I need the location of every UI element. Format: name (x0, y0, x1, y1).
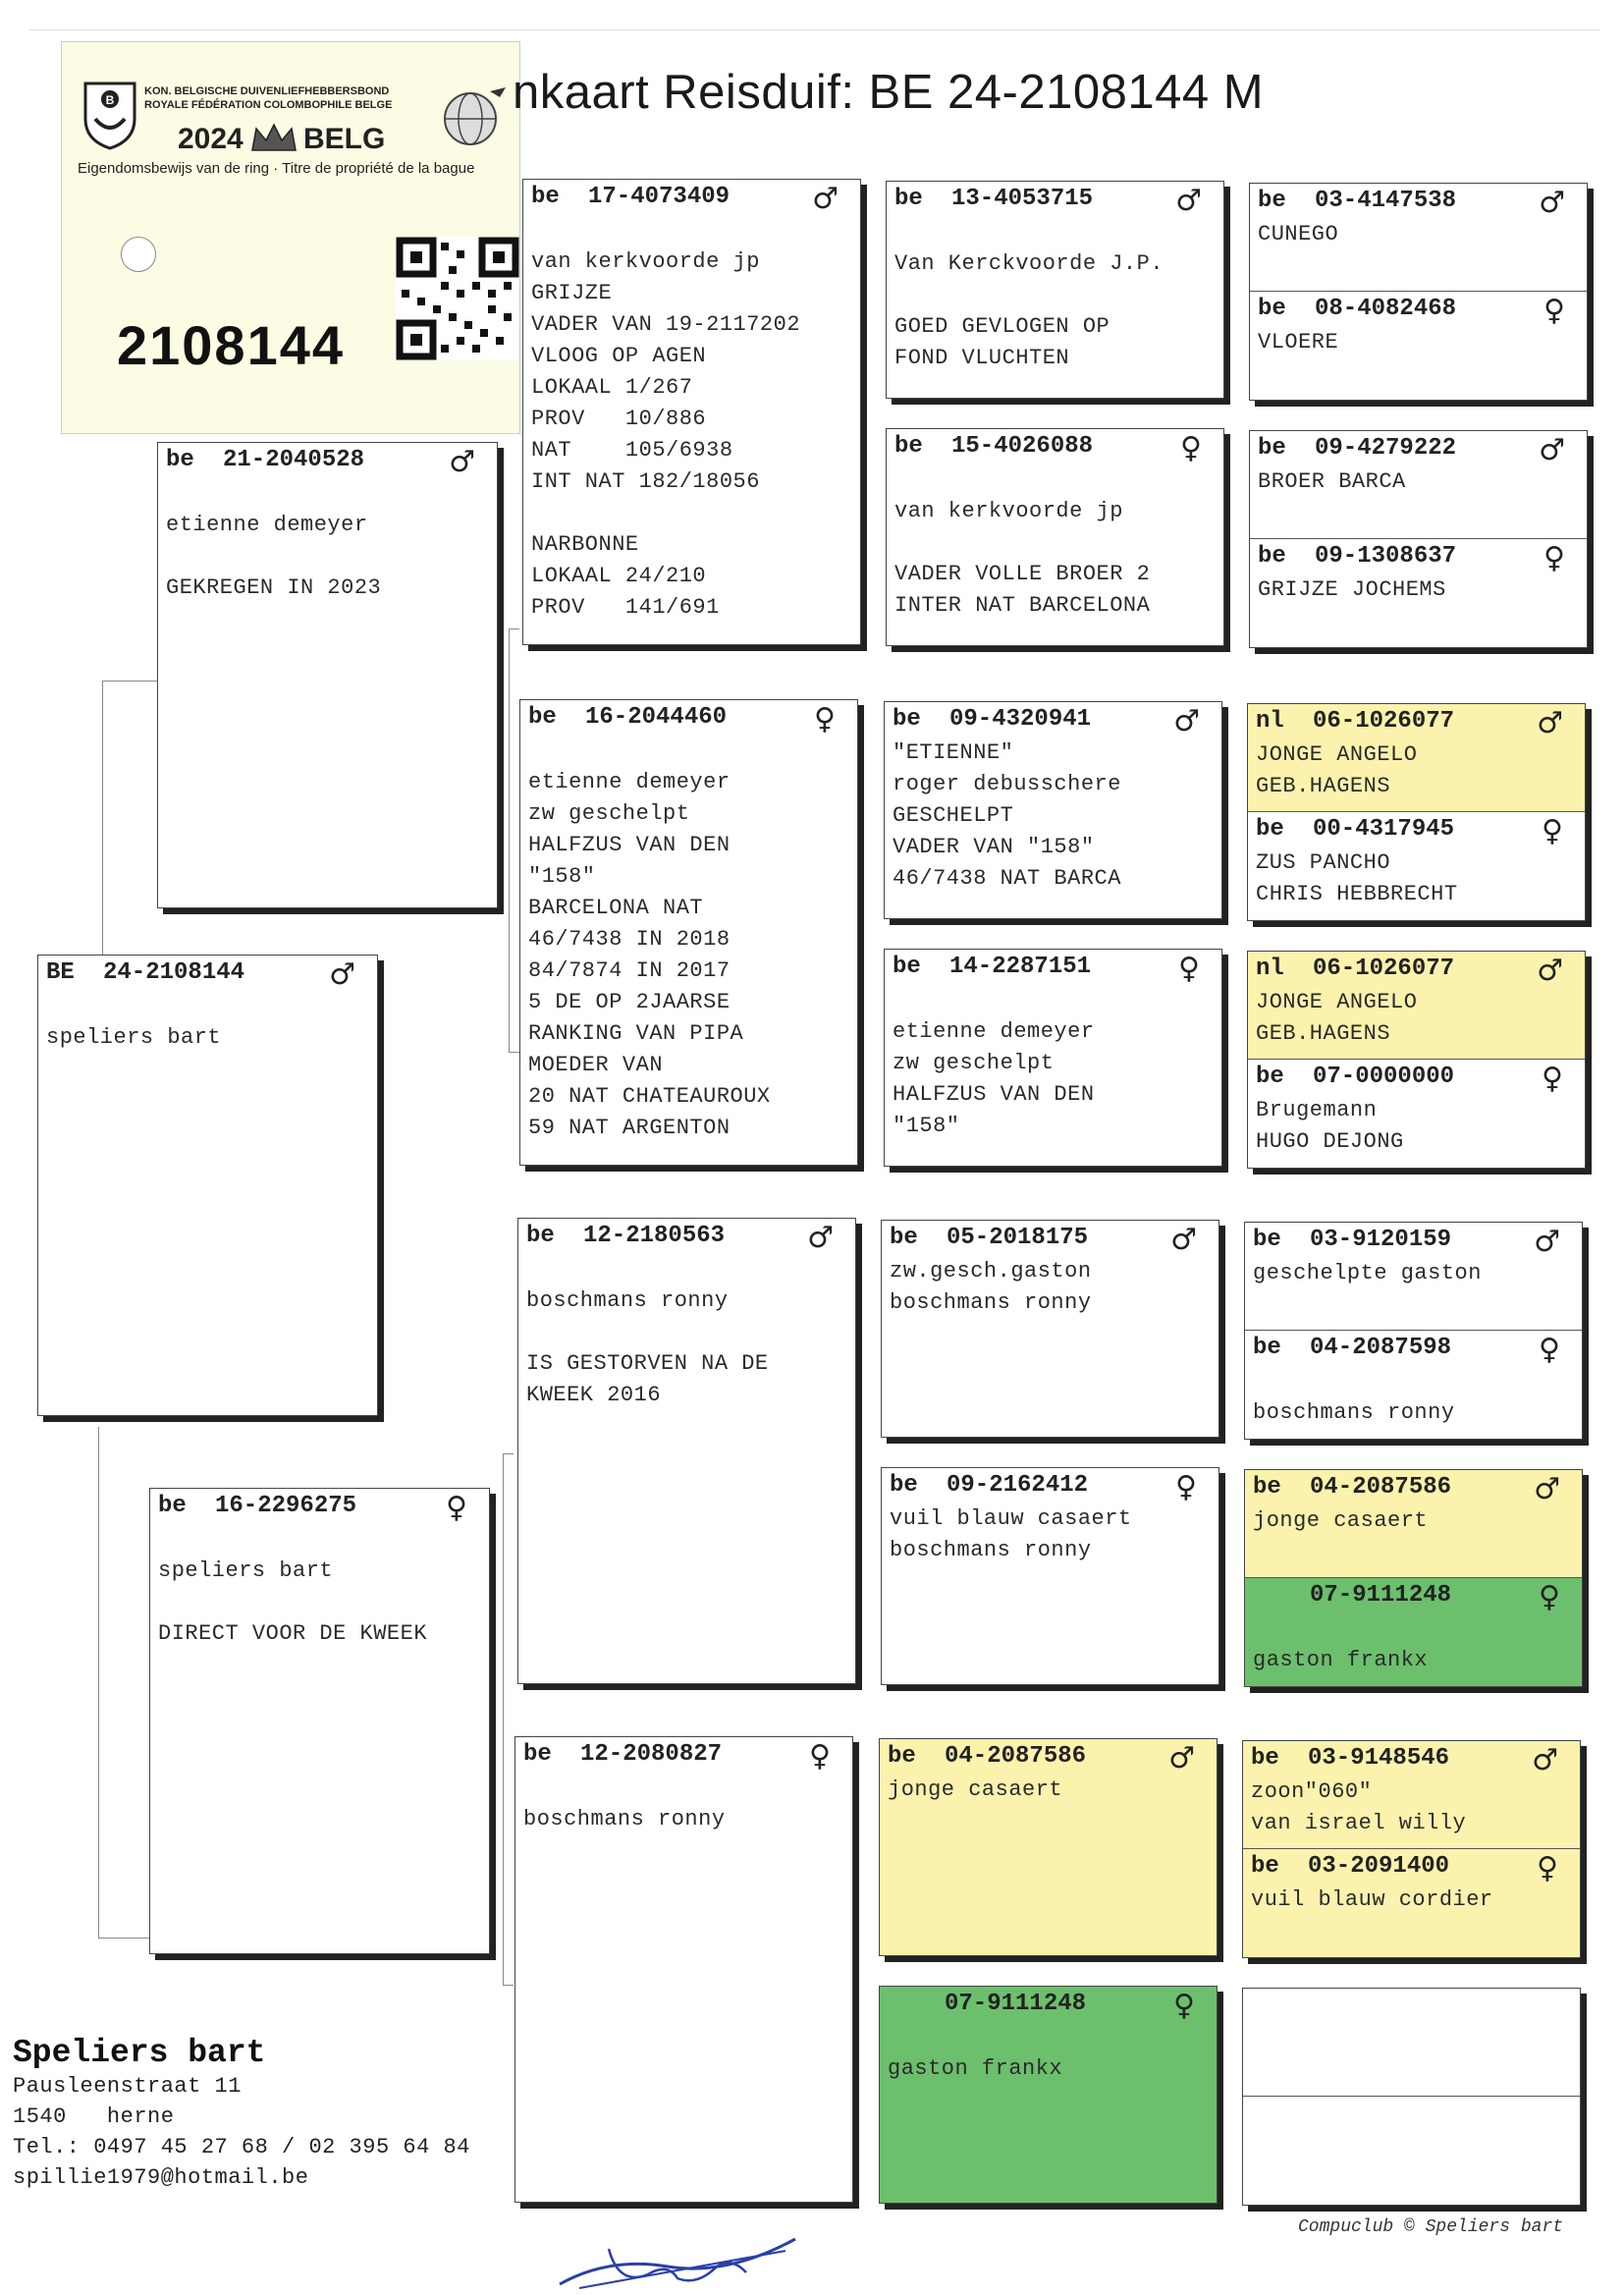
bird-notes (526, 1254, 849, 1411)
ring-number: 21-2040528 (223, 447, 365, 473)
bird-note-line: JONGE ANGELO (1256, 742, 1418, 767)
ring-number: 24-2108144 (103, 959, 245, 986)
connector (503, 1453, 514, 1986)
male-sex-icon: ♂ (1170, 1223, 1197, 1257)
ring-country-prefix: be (1253, 1474, 1281, 1501)
ring-number: 15-4026088 (951, 433, 1094, 460)
pedigree-fmmm-half (1248, 1060, 1585, 1168)
pedigree-fmfm-half (1248, 812, 1585, 920)
bird-note-line: 84/7874 IN 2017 (528, 958, 731, 983)
bird-note-line: GRIJZE JOCHEMS (1258, 577, 1446, 602)
bird-note-line (46, 991, 371, 1022)
bird-note-line: boschmans ronny (890, 1290, 1092, 1315)
ring-country-prefix: be (1258, 543, 1286, 570)
bird-notes (890, 1256, 1213, 1319)
ring-label (1251, 1743, 1570, 1777)
bird-note-line: van kerkvoorde jp (894, 499, 1123, 523)
male-sex-icon: ♂ (812, 182, 839, 216)
female-sex-icon: ♀ (1542, 1062, 1563, 1096)
pedigree-ff-grandparents-box (1249, 183, 1588, 401)
bird-notes (890, 1503, 1213, 1566)
bird-note-line: VLOOG OP AGEN (531, 344, 707, 368)
bird-notes (893, 985, 1216, 1142)
ring-number: 04-2087586 (945, 1743, 1087, 1770)
bird-note-line: 46/7438 NAT BARCA (893, 866, 1121, 891)
pedigree-mff-box (881, 1220, 1219, 1438)
ring-label (1253, 1472, 1572, 1506)
owner-name: Speliers bart (13, 2035, 266, 2071)
pedigree-fmm-grandparents-box (1247, 951, 1586, 1169)
bird-note-line: GEKREGEN IN 2023 (166, 575, 382, 600)
male-sex-icon: ♂ (1175, 184, 1202, 218)
ring-number: 09-4279222 (1315, 435, 1457, 462)
female-sex-icon: ♀ (1537, 1851, 1558, 1885)
bird-note-line (526, 1254, 849, 1285)
bird-note-line: BROER BARCA (1258, 469, 1406, 494)
ring-country-prefix: be (1251, 1853, 1279, 1880)
bird-note-line: LOKAAL 24/210 (531, 564, 707, 588)
bird-notes (1253, 1613, 1576, 1676)
ring-label (166, 445, 487, 479)
bird-note-line: CUNEGO (1258, 222, 1339, 246)
bird-note-line: NAT 105/6938 (531, 438, 733, 463)
bird-notes (1258, 219, 1581, 250)
bird-note-line (1253, 1613, 1576, 1645)
ring-label (894, 431, 1214, 465)
bird-notes (531, 215, 854, 624)
female-sex-icon: ♀ (446, 1491, 467, 1525)
pedigree-mfff-half (1245, 1223, 1582, 1331)
pedigree-fmf-grandparents-box (1247, 703, 1586, 921)
connector (102, 681, 158, 956)
bird-note-line: GESCHELPT (893, 803, 1014, 828)
bird-notes (894, 217, 1218, 374)
ring-number: 08-4082468 (1315, 296, 1457, 322)
male-sex-icon: ♂ (1534, 1472, 1560, 1506)
ring-country-prefix: be (890, 1472, 918, 1499)
bird-notes (1256, 739, 1579, 802)
ring-label (531, 182, 850, 216)
pedigree-mfm-box (881, 1467, 1219, 1685)
bird-notes (894, 464, 1218, 622)
page-title: nkaart Reisduif: BE 24-2108144 M (513, 66, 1265, 119)
ring-number: 03-2091400 (1308, 1853, 1450, 1880)
male-sex-icon: ♂ (1537, 954, 1563, 988)
bird-note-line: NARBONNE (531, 532, 639, 557)
ring-country-prefix: nl (1256, 708, 1284, 735)
ring-number: 03-4147538 (1315, 188, 1457, 214)
bird-notes (1253, 1505, 1576, 1537)
female-sex-icon: ♀ (1175, 1470, 1197, 1504)
bird-note-line: zoon"060" (1251, 1779, 1373, 1804)
bird-note-line: CHRIS HEBBRECHT (1256, 882, 1458, 906)
crown-icon (248, 121, 299, 156)
ring-country-prefix: be (523, 1741, 552, 1768)
ring-country-prefix: BE (46, 959, 75, 986)
ring-country-prefix: be (893, 954, 921, 980)
bird-note-line: HALFZUS VAN DEN (893, 1082, 1095, 1107)
bird-notes (158, 1524, 483, 1650)
bird-note-line (1253, 1366, 1576, 1397)
owner-street: Pausleenstraat 11 (13, 2074, 242, 2099)
bird-note-line: PROV 10/886 (531, 407, 707, 431)
ring-number: 16-2044460 (585, 704, 728, 731)
male-sex-icon: ♂ (1173, 704, 1200, 738)
bird-note-line: Van Kerckvoorde J.P. (894, 251, 1164, 276)
ring-country-prefix: be (1258, 296, 1286, 322)
ring-label (526, 1221, 845, 1255)
male-sex-icon: ♂ (1539, 186, 1565, 220)
bird-note-line: JONGE ANGELO (1256, 990, 1418, 1014)
bird-note-line (894, 464, 1218, 496)
ring-label (158, 1491, 479, 1525)
bird-note-line (523, 1773, 846, 1804)
ring-label (890, 1470, 1209, 1504)
bird-note-line: van kerkvoorde jp (531, 249, 760, 274)
ring-label (888, 1741, 1207, 1776)
bird-note-line (166, 478, 491, 510)
female-sex-icon: ♀ (1539, 1580, 1560, 1614)
bird-note-line: DIRECT VOOR DE KWEEK (158, 1621, 428, 1646)
ring-country-prefix: be (531, 184, 560, 210)
bird-note-line: VLOERE (1258, 330, 1339, 355)
ring-country-prefix: be (166, 447, 194, 473)
bird-note-line: vuil blauw cordier (1251, 1887, 1493, 1912)
male-sex-icon: ♂ (449, 445, 475, 479)
bird-note-line: MOEDER VAN (528, 1053, 664, 1077)
bird-note-line: 20 NAT CHATEAUROUX (528, 1084, 771, 1109)
bird-note-line: boschmans ronny (526, 1288, 729, 1313)
bird-notes (1251, 1776, 1574, 1839)
pedigree-fmff-half (1248, 704, 1585, 812)
ring-country-prefix: be (893, 706, 921, 733)
owner-info (13, 2035, 470, 2193)
ring-label (46, 957, 367, 992)
ring-label (1258, 186, 1577, 220)
ring-label (893, 952, 1212, 986)
female-sex-icon: ♀ (1173, 1989, 1195, 2023)
bird-notes (1256, 847, 1579, 910)
pedigree-mfm-grandparents-box (1244, 1469, 1583, 1687)
bird-note-line: zw.gesch.gaston (890, 1259, 1092, 1284)
pedigree-mother-box (149, 1488, 490, 1954)
ring-label (890, 1223, 1209, 1257)
bird-note-line: GEB.HAGENS (1256, 774, 1391, 798)
male-sex-icon: ♂ (329, 957, 355, 992)
bird-notes (528, 736, 851, 1144)
pedigree-ffmm-half (1250, 539, 1587, 647)
ring-country-prefix: be (1258, 188, 1286, 214)
owner-tel: Tel.: 0497 45 27 68 / 02 395 64 84 (13, 2135, 470, 2159)
bird-note-line: "ETIENNE" (893, 740, 1014, 765)
bird-notes (1256, 987, 1579, 1050)
bird-note-line: 59 NAT ARGENTON (528, 1116, 731, 1140)
bird-notes (1258, 327, 1581, 358)
bird-note-line: vuil blauw casaert (890, 1506, 1132, 1531)
ring-card (61, 41, 520, 434)
ring-label (1258, 541, 1577, 575)
ring-label (888, 1989, 1207, 2023)
bird-note-line: INT NAT 182/18056 (531, 469, 760, 494)
bird-note-line (894, 217, 1218, 248)
pedigree-ffm-box (886, 428, 1224, 646)
bird-note-line: gaston frankx (1253, 1648, 1429, 1672)
bird-note-line: BARCELONA NAT (528, 896, 704, 920)
ring-label (1253, 1333, 1572, 1367)
bird-note-line: 5 DE OP 2JAARSE (528, 990, 731, 1014)
footer-credit: Compuclub © Speliers bart (1298, 2217, 1564, 2237)
bird-note-line (528, 736, 851, 767)
bird-note-line: van israel willy (1251, 1811, 1467, 1835)
pedigree-fmf-box (884, 701, 1222, 919)
bird-note-line (893, 985, 1216, 1016)
ring-number: 07-9111248 (945, 1991, 1087, 2017)
bird-notes (166, 478, 491, 604)
ring-number: 04-2087586 (1310, 1474, 1452, 1501)
ring-country-prefix: be (1256, 1064, 1284, 1090)
ring-number: 09-1308637 (1315, 543, 1457, 570)
ring-label (528, 702, 847, 737)
male-sex-icon: ♂ (1534, 1225, 1560, 1259)
pedigree-ffff-half (1250, 184, 1587, 292)
bird-note-line (526, 1317, 849, 1348)
bird-notes (1258, 466, 1581, 498)
male-sex-icon: ♂ (1168, 1741, 1195, 1776)
ring-label (1253, 1225, 1572, 1259)
pedigree-mffm-half (1245, 1331, 1582, 1439)
bird-note-line (888, 2022, 1211, 2053)
ring-number: 2108144 (117, 314, 346, 376)
bird-note-line: INTER NAT BARCELONA (894, 593, 1151, 618)
female-sex-icon: ♀ (1543, 294, 1565, 328)
female-sex-icon: ♀ (1539, 1333, 1560, 1367)
pedigree-mfmm-half (1245, 1578, 1582, 1686)
ring-year: 2024 (178, 123, 244, 155)
pedigree-subject-box (37, 955, 378, 1416)
ring-label (523, 1739, 842, 1774)
female-sex-icon: ♀ (809, 1739, 831, 1774)
pedigree-mmf-grandparents-box (1242, 1740, 1581, 1958)
bird-note-line: etienne demeyer (893, 1019, 1095, 1044)
bird-note-line (894, 280, 1218, 311)
ring-country-prefix: be (528, 704, 557, 731)
ring-number: 07-0000000 (1313, 1064, 1455, 1090)
pedigree-mmfm-half (1243, 1849, 1580, 1957)
bird-notes (523, 1773, 846, 1835)
bird-note-line: VADER VOLLE BROER 2 (894, 562, 1151, 586)
bird-note-line: etienne demeyer (528, 770, 731, 794)
ring-number: 16-2296275 (215, 1493, 357, 1519)
male-sex-icon: ♂ (1539, 433, 1565, 467)
ring-country-prefix: be (1251, 1745, 1279, 1772)
bird-note-line (158, 1524, 483, 1556)
bird-note-line: 46/7438 IN 2018 (528, 927, 731, 952)
male-sex-icon: ♂ (1532, 1743, 1558, 1777)
pedigree-fmm-box (884, 949, 1222, 1167)
ring-number: 09-4320941 (949, 706, 1092, 733)
bird-note-line: jonge casaert (1253, 1508, 1429, 1533)
bird-note-line: speliers bart (46, 1025, 222, 1050)
connector (509, 628, 519, 1053)
ring-number: 07-9111248 (1310, 1582, 1452, 1609)
bird-note-line: gaston frankx (888, 2056, 1063, 2081)
pedigree-father-box (157, 442, 498, 908)
ring-country-prefix: be (1258, 435, 1286, 462)
ring-country: BELG (303, 123, 386, 155)
pedigree-mff-grandparents-box (1244, 1222, 1583, 1440)
ring-number: 17-4073409 (588, 184, 731, 210)
pedigree-empty-box (1242, 1988, 1581, 2206)
bird-note-line: VADER VAN 19-2117202 (531, 312, 801, 337)
ring-label (894, 184, 1214, 218)
bird-notes (888, 1775, 1211, 1806)
bird-note-line: HALFZUS VAN DEN (528, 833, 731, 857)
pedigree-empty-top-half (1243, 1989, 1580, 2097)
top-rule (29, 29, 1600, 30)
federation-logo-icon (80, 80, 140, 150)
ring-label (1256, 1062, 1575, 1096)
bird-note-line: etienne demeyer (166, 513, 368, 537)
signature-icon (550, 2227, 805, 2292)
ring-property-text: Eigendomsbewijs van de ring · Titre de propriété de la bague (78, 160, 475, 177)
ring-number: 12-2180563 (583, 1223, 726, 1249)
bird-notes (888, 2022, 1211, 2085)
ring-country-prefix: nl (1256, 956, 1284, 982)
female-sex-icon: ♀ (814, 702, 836, 737)
bird-notes (1253, 1258, 1576, 1289)
ring-label (1258, 294, 1577, 328)
bird-note-line: VADER VAN "158" (893, 835, 1095, 859)
qr-code-icon (396, 237, 519, 360)
ring-number: 06-1026077 (1313, 708, 1455, 735)
pedigree-fff-box (886, 181, 1224, 399)
male-sex-icon: ♂ (1537, 706, 1563, 740)
bird-note-line: HUGO DEJONG (1256, 1129, 1404, 1154)
pedigree-fm-grandparents-box (1249, 430, 1588, 648)
bird-notes (1251, 1885, 1574, 1916)
ring-label (893, 704, 1212, 738)
ring-country-prefix: be (890, 1225, 918, 1251)
ring-number: 03-9120159 (1310, 1227, 1452, 1253)
ring-country-prefix: be (894, 433, 923, 460)
ring-number: 05-2018175 (947, 1225, 1089, 1251)
ring-number: 04-2087598 (1310, 1335, 1452, 1361)
pedigree-ff-box (522, 179, 861, 645)
bird-note-line (531, 215, 854, 246)
ring-number: 13-4053715 (951, 186, 1094, 212)
ring-country-prefix: be (888, 1743, 916, 1770)
bird-notes (893, 738, 1216, 895)
pedigree-mmm-box (879, 1986, 1218, 2204)
bird-note-line: PROV 141/691 (531, 595, 720, 620)
bird-note-line (531, 498, 854, 529)
federation-name-nl: KON. BELGISCHE DUIVENLIEFHEBBERSBOND (144, 85, 390, 97)
globe-pigeon-icon (435, 80, 514, 150)
bird-note-line: zw geschelpt (528, 801, 690, 826)
female-sex-icon: ♀ (1543, 541, 1565, 575)
card-hole (121, 237, 156, 272)
pedigree-fm-box (519, 699, 858, 1166)
ring-number: 03-9148546 (1308, 1745, 1450, 1772)
female-sex-icon: ♀ (1180, 431, 1202, 465)
ring-country-prefix: be (1256, 816, 1284, 843)
ring-label (1256, 814, 1575, 848)
bird-note-line: RANKING VAN PIPA (528, 1021, 744, 1046)
bird-note-line: boschmans ronny (890, 1538, 1092, 1562)
bird-note-line: roger debusschere (893, 772, 1121, 796)
owner-city: 1540 herne (13, 2104, 175, 2129)
bird-note-line: IS GESTORVEN NA DE (526, 1351, 769, 1376)
ring-label (1253, 1580, 1572, 1614)
ring-label (1251, 1851, 1570, 1885)
bird-note-line (894, 527, 1218, 559)
svg-text:B: B (105, 93, 115, 107)
female-sex-icon: ♀ (1542, 814, 1563, 848)
ring-country-prefix: be (894, 186, 923, 212)
bird-note-line: GOED GEVLOGEN OP (894, 314, 1110, 339)
pedigree-mf-box (517, 1218, 856, 1684)
bird-note-line: Brugemann (1256, 1098, 1378, 1122)
bird-note-line: zw geschelpt (893, 1051, 1055, 1075)
pedigree-fffm-half (1250, 292, 1587, 400)
bird-note-line: geschelpte gaston (1253, 1261, 1482, 1285)
female-sex-icon: ♀ (1178, 952, 1200, 986)
bird-note-line: speliers bart (158, 1558, 334, 1583)
federation-name-fr: ROYALE FÉDÉRATION COLOMBOPHILE BELGE (144, 99, 393, 111)
pedigree-ffmf-half (1250, 431, 1587, 539)
ring-number: 00-4317945 (1313, 816, 1455, 843)
ring-label (1256, 954, 1575, 988)
ring-country-prefix: be (158, 1493, 187, 1519)
bird-note-line: boschmans ronny (1253, 1400, 1455, 1425)
pedigree-mfmf-half (1245, 1470, 1582, 1578)
bird-notes (46, 991, 371, 1054)
pedigree-mmff-half (1243, 1741, 1580, 1849)
ring-number: 14-2287151 (949, 954, 1092, 980)
ring-country-prefix: be (526, 1223, 555, 1249)
bird-note-line: "158" (893, 1114, 960, 1138)
bird-note-line (158, 1587, 483, 1618)
ring-label (1258, 433, 1577, 467)
ring-number: 06-1026077 (1313, 956, 1455, 982)
bird-notes (1258, 574, 1581, 606)
ring-country-prefix: be (1253, 1335, 1281, 1361)
bird-note-line (166, 541, 491, 573)
bird-note-line: ZUS PANCHO (1256, 850, 1391, 875)
bird-note-line: GEB.HAGENS (1256, 1021, 1391, 1046)
ring-number: 12-2080827 (580, 1741, 723, 1768)
pedigree-fmmf-half (1248, 952, 1585, 1060)
ring-label (1256, 706, 1575, 740)
connector (98, 1427, 150, 1939)
pedigree-mm-box (514, 1736, 853, 2203)
bird-note-line: LOKAAL 1/267 (531, 375, 693, 400)
bird-note-line: GRIJZE (531, 281, 613, 305)
male-sex-icon: ♂ (807, 1221, 834, 1255)
bird-note-line: boschmans ronny (523, 1807, 726, 1831)
bird-note-line: KWEEK 2016 (526, 1383, 662, 1407)
owner-email: spillie1979@hotmail.be (13, 2165, 309, 2190)
pedigree-mmf-box (879, 1738, 1218, 1956)
bird-note-line: "158" (528, 864, 596, 889)
bird-note-line: FOND VLUCHTEN (894, 346, 1070, 370)
ring-country-prefix: be (1253, 1227, 1281, 1253)
bird-notes (1256, 1095, 1579, 1158)
ring-number: 09-2162412 (947, 1472, 1089, 1499)
bird-notes (1253, 1366, 1576, 1429)
bird-note-line: jonge casaert (888, 1777, 1063, 1802)
